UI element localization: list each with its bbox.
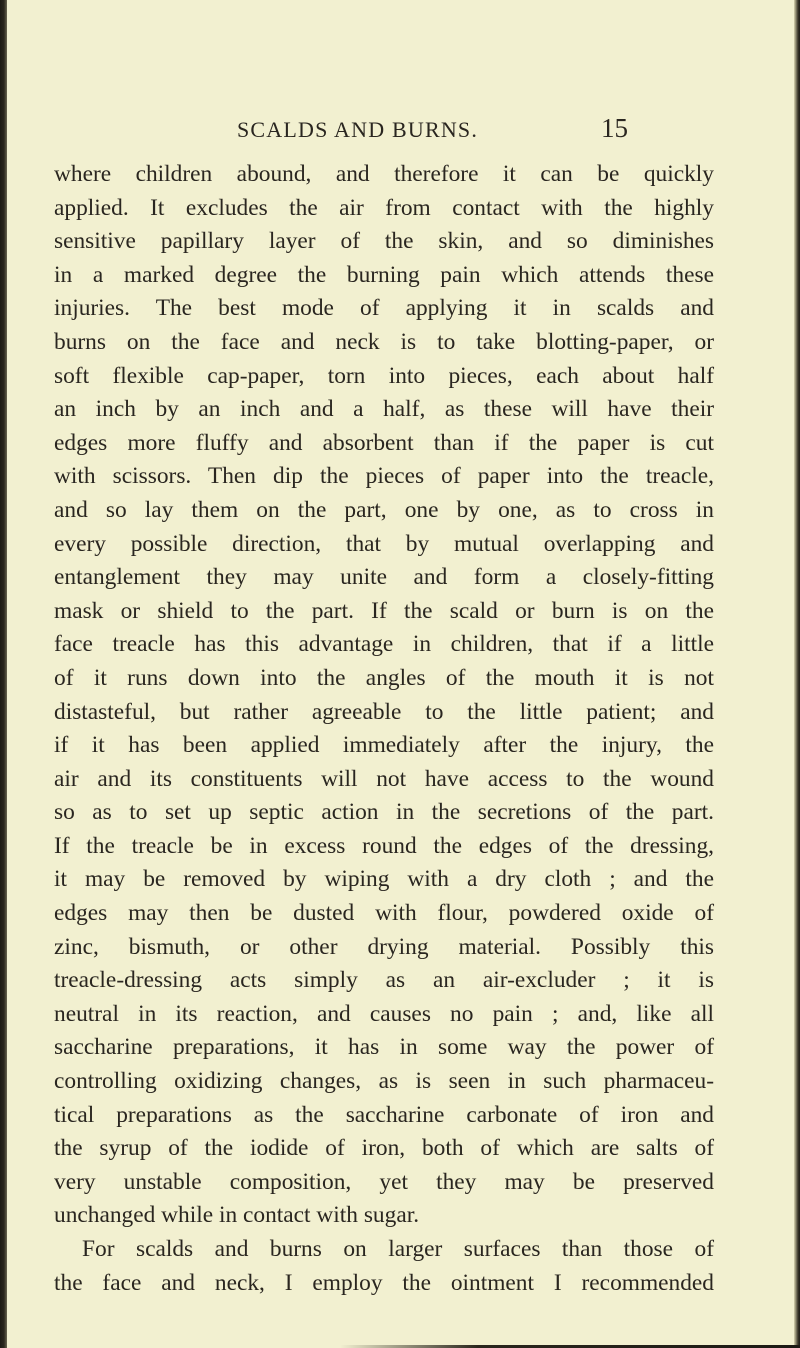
text-line: soft flexible cap-paper, torn into pieces, each about half (54, 362, 714, 389)
text-line: edges more fluffy and absorbent than if the paper is cut (54, 429, 714, 456)
text-line: saccharine preparations, it has in some way the power of (54, 1034, 714, 1061)
text-line: the face and neck, I employ the ointment I recommended (54, 1269, 714, 1296)
page-edge-right (794, 0, 800, 1348)
text-line: of it runs down into the angles of the mouth it is not (54, 664, 714, 691)
text-line: zinc, bismuth, or other drying material. Possibly this (54, 933, 714, 960)
text-line: air and its constituents will not have access to the wound (54, 765, 714, 792)
text-line: sensitive papillary layer of the skin, and so diminishes (54, 228, 714, 255)
text-line: applied. It excludes the air from contact with the highly (54, 194, 714, 221)
text-line: the syrup of the iodide of iron, both of which are salts of (54, 1135, 714, 1162)
text-line: in a marked degree the burning pain which attends these (54, 261, 714, 288)
text-line: and so lay them on the part, one by one, as to cross in (54, 496, 714, 523)
text-line: If the treacle be in excess round the edges of the dressing, (54, 832, 714, 859)
text-line: face treacle has this advantage in children, that if a little (54, 631, 714, 658)
text-line: entanglement they may unite and form a closely-fitting (54, 564, 714, 591)
text-line: burns on the face and neck is to take blotting-paper, or (54, 328, 714, 355)
text-line: unchanged while in contact with sugar. (54, 1202, 420, 1229)
text-line: tical preparations as the saccharine carbonate of iron and (54, 1101, 714, 1128)
text-line: every possible direction, that by mutual overlapping and (54, 530, 714, 557)
text-line: with scissors. Then dip the pieces of paper into the treacle, (54, 463, 714, 490)
body-text (54, 158, 714, 1300)
text-line: injuries. The best mode of applying it in scalds and (54, 295, 714, 322)
running-head (0, 113, 800, 145)
text-line: distasteful, but rather agreeable to the little patient; and (54, 698, 714, 725)
text-line: so as to set up septic action in the secretions of the part. (54, 799, 714, 826)
text-line: an inch by an inch and a half, as these will have their (54, 396, 714, 423)
running-title: SCALDS AND BURNS. (237, 117, 479, 142)
text-line: For scalds and burns on larger surfaces than those of (82, 1236, 714, 1262)
text-line: if it has been applied immediately after the injury, the (54, 732, 714, 759)
page-number: 15 (601, 113, 628, 143)
text-line: where children abound, and therefore it can be quickly (54, 161, 714, 187)
text-line: mask or shield to the part. If the scald or burn is on the (54, 597, 714, 624)
text-line: very unstable composition, yet they may be preserved (54, 1168, 714, 1195)
text-line: treacle-dressing acts simply as an air-excluder ; it is (54, 967, 714, 994)
text-line: edges may then be dusted with flour, powdered oxide of (54, 900, 714, 927)
text-line: it may be removed by wiping with a dry cloth ; and the (54, 866, 714, 893)
text-line: controlling oxidizing changes, as is seen in such pharmaceu- (54, 1068, 714, 1095)
page-edge-left (0, 0, 7, 1348)
text-line: neutral in its reaction, and causes no pain ; and, like all (54, 1000, 714, 1027)
